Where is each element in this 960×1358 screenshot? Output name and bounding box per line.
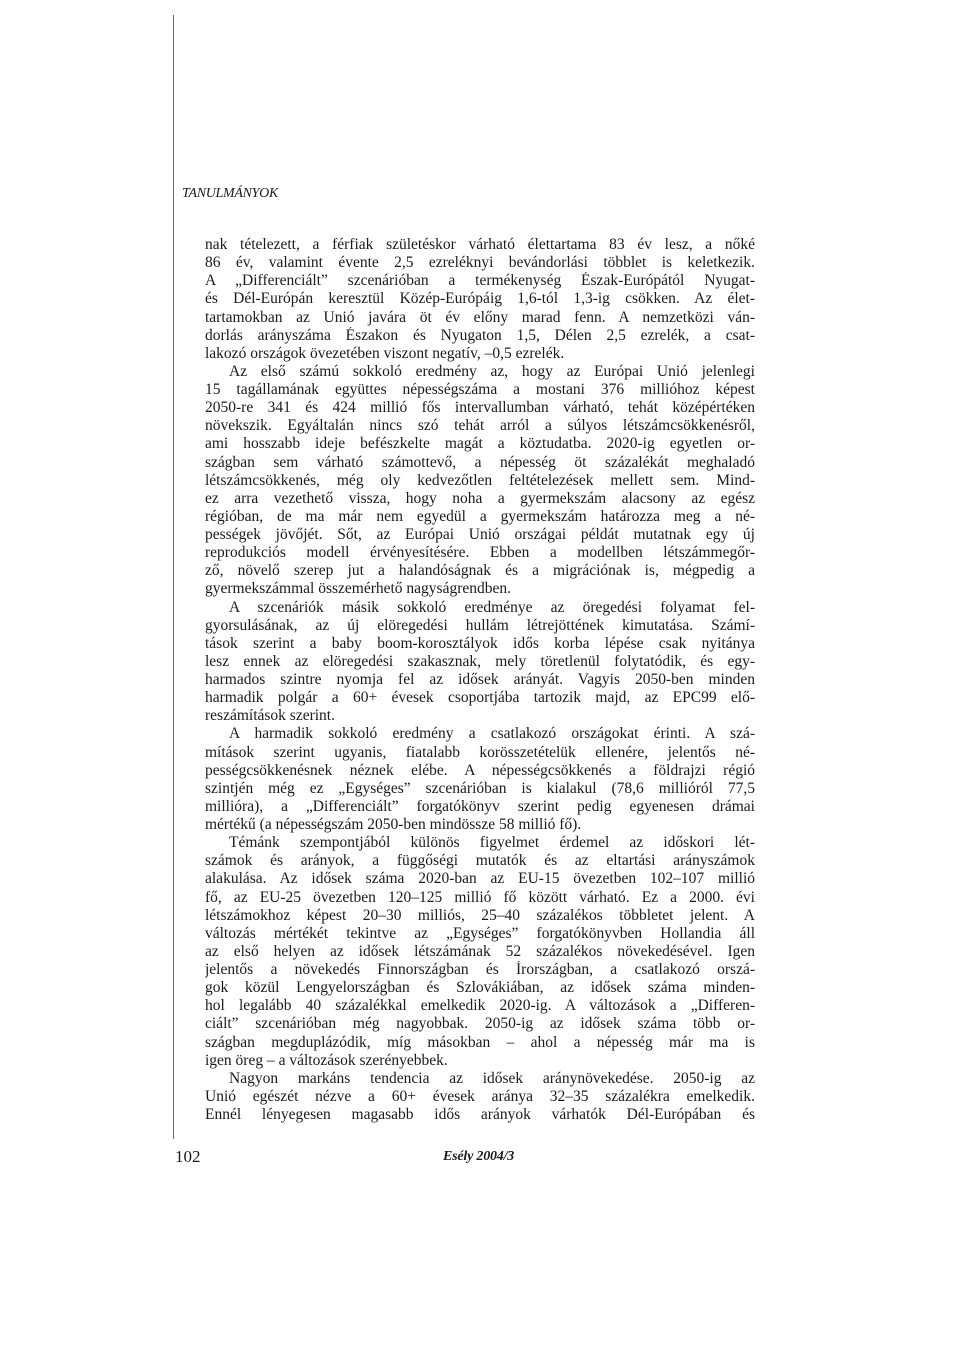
text-line: Ennél lényegesen magasabb idős arányok várhatók Dél-Európában és — [205, 1106, 755, 1123]
text-line: pességek jövőjét. Sőt, az Európai Unió országai példát mutatnak egy új — [205, 526, 755, 543]
text-line: létszámokhoz képest 20–30 milliós, 25–40 százalékos többletet jelent. A — [205, 906, 755, 924]
text-line: jelentős a növekedés Finnországban és Írországban, a csatlakozó orszá- — [205, 961, 755, 978]
text-line: dorlás arányszáma Északon és Nyugaton 1,5, Délen 2,5 ezrelék, a csat- — [205, 326, 755, 344]
text-line: A szcenáriók másik sokkoló eredménye az öregedési folyamat fel- — [229, 598, 755, 616]
text-line: lesz ennek az elöregedési szakasznak, mely töretlenül folytatódik, és egy- — [205, 652, 755, 670]
text-line: pességcsökkenésnek néznek elébe. A népességcsökkenés a földrajzi régió — [205, 761, 755, 779]
text-line: reprodukciós modell érvényesítésére. Ebben a modellben létszámmegőr- — [205, 544, 755, 562]
text-line: ző, növelő szerep jut a halandóságnak és a migrációnak is, mégpedig a — [205, 562, 755, 580]
text-line: A „Differenciált” szcenárióban a termékenység Észak-Európától Nyugat- — [205, 272, 755, 290]
text-line: szágban megduplázódik, míg másokban – ahol a népesség már ma is — [205, 1033, 755, 1051]
text-line: ez arra vezethető vissza, hogy noha a gyermekszám alacsony az egész — [205, 489, 755, 507]
text-line: 15 tagállamának együttes népességszáma a mostani 376 millióhoz képest — [205, 381, 755, 398]
text-line: igen öreg – a változások szerényebbek. — [205, 1051, 448, 1069]
text-line: ciált” szcenárióban még nagyobbak. 2050-ig az idősek száma több or- — [205, 1015, 755, 1033]
text-line: Témánk szempontjából különös figyelmet érdemel az időskori lét- — [229, 834, 755, 852]
text-line: alakulása. Az idősek száma 2020-ban az EU-15 övezetben 102–107 millió — [205, 870, 755, 888]
text-line: reszámítások szerint. — [205, 707, 335, 725]
text-line: mértékű (a népességszám 2050-ben mindössze 58 millió fő). — [205, 816, 582, 833]
text-line: szágban sem várható számottevő, a népesség öt százalékát meghaladó — [205, 453, 755, 471]
text-line: hol legalább 40 százalékkal emelkedik 2020-ig. A változások a „Differen- — [205, 997, 755, 1015]
text-line: gyorsulásának, az új elöregedési hullám létrejöttének kimutatása. Számí- — [205, 616, 755, 634]
paragraph — [205, 363, 755, 599]
text-line: 86 év, valamint évente 2,5 ezreléknyi bevándorlási többlet is keletkezik. — [205, 254, 755, 272]
paragraph — [205, 1070, 755, 1124]
paragraph — [205, 834, 755, 1070]
text-line: Unió egészét nézve a 60+ évesek aránya 32–35 százalékra emelkedik. — [205, 1087, 755, 1105]
text-line: harmados szintre nyomja fel az idősek arányát. Vagyis 2050-ben minden — [205, 671, 755, 688]
text-line: növekszik. Egyáltalán nincs szó tehát arról a súlyos létszámcsökkenésről, — [205, 417, 755, 435]
text-line: Az első számú sokkoló eredmény az, hogy az Európai Unió jelenlegi — [229, 362, 755, 380]
section-heading: TANULMÁNYOK — [182, 186, 279, 201]
journal-issue: Esély 2004/3 — [443, 1149, 515, 1164]
text-line: millióra), a „Differenciált” forgatókönyv szerint pedig egyenesen drámai — [205, 797, 755, 815]
text-line: számok és arányok, a függőségi mutatók és az eltartási arányszámok — [205, 852, 755, 870]
text-line: szintjén még ez „Egységes” szcenárióban is kialakul (78,6 millióról 77,5 — [205, 779, 755, 797]
text-line: nak tételezett, a férfiak születéskor várható élettartama 83 év lesz, a nőké — [205, 236, 755, 253]
text-line: fő, az EU-25 övezetben 120–125 millió fő között várható. Ez a 2000. évi — [205, 888, 755, 906]
article-body — [205, 236, 755, 1124]
text-line: tartamokban az Unió javára öt év előny marad fenn. A nemzetközi ván- — [205, 308, 755, 326]
text-line: harmadik polgár a 60+ évesek csoportjába tartozik majd, az EPC99 elő- — [205, 689, 755, 707]
text-line: gyermekszámmal összemérhető nagyságrendben. — [205, 580, 512, 598]
text-line: lakozó országok övezetében viszont negatív, –0,5 ezrelék. — [205, 344, 565, 362]
text-line: A harmadik sokkoló eredmény a csatlakozó országokat érinti. A szá- — [229, 725, 755, 743]
paragraph — [205, 599, 755, 726]
text-line: ami hosszabb ideje befészkelte magát a köztudatba. 2020-ig egyetlen or- — [205, 435, 755, 453]
text-line: régióban, de ma már nem egyedül a gyermekszám határozza meg a né- — [205, 507, 755, 525]
paragraph — [205, 725, 755, 834]
text-line: változás mértékét tekintve az „Egységes” forgatókönyvben Hollandia áll — [205, 924, 755, 942]
text-line: tások szerint a baby boom-korosztályok idős korba lépése csak nyitánya — [205, 634, 755, 652]
text-line: 2050-re 341 és 424 millió fős intervallumban várható, tehát középértéken — [205, 399, 755, 417]
margin-rule — [173, 15, 174, 1139]
text-line: Nagyon markáns tendencia az idősek aránynövekedése. 2050-ig az — [229, 1069, 755, 1087]
text-line: és Dél-Európán keresztül Közép-Európáig 1,6-tól 1,3-ig csökken. Az élet- — [205, 290, 755, 308]
page-number: 102 — [175, 1147, 201, 1166]
text-line: létszámcsökkenés, még oly kedvezőtlen feltételezések mellett sem. Mind- — [205, 471, 755, 489]
paragraph — [205, 236, 755, 363]
text-line: gok közül Lengyelországban és Szlovákiában, az idősek száma minden- — [205, 979, 755, 997]
text-line: mítások szerint ugyanis, fiatalabb korösszetételük ellenére, jelentős né- — [205, 743, 755, 761]
text-line: az első helyen az idősek létszámának 52 százalékos növekedésével. Igen — [205, 942, 755, 960]
